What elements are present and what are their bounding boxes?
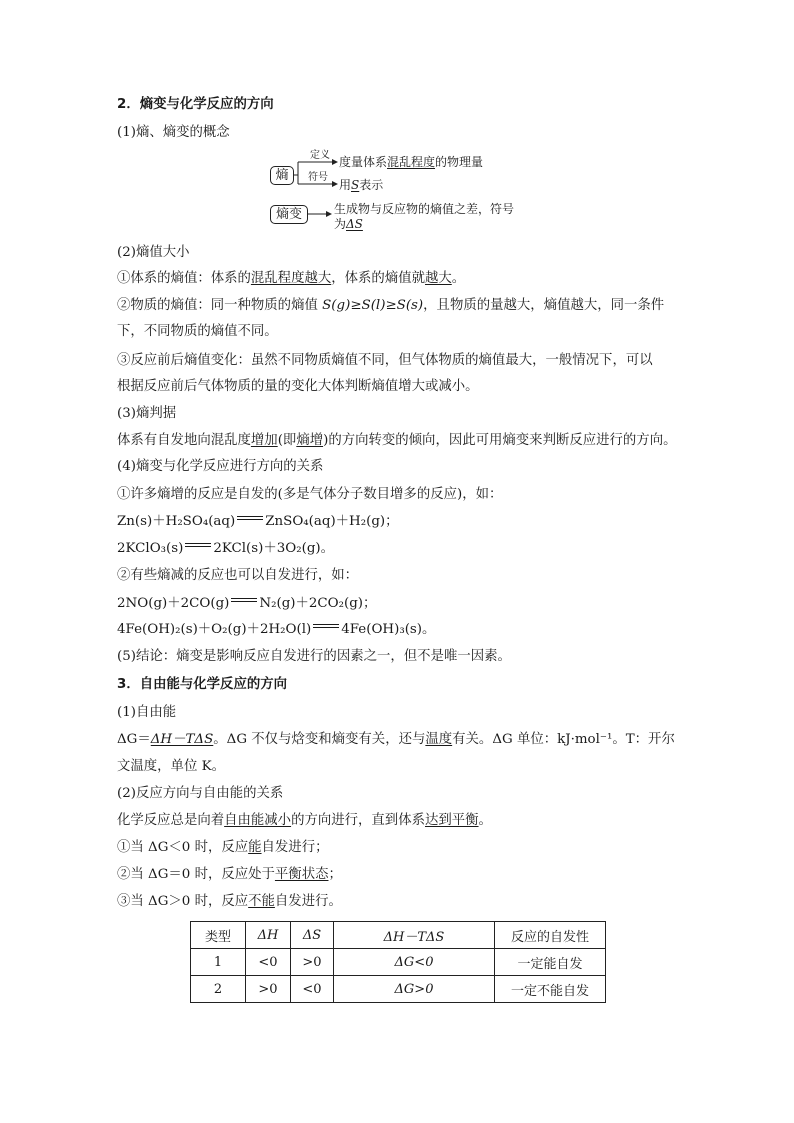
s2-item-1: ①体系的熵值：体系的混乱程度越大，体系的熵值就越大。 (117, 271, 466, 286)
symbol-label: 符号 (308, 172, 328, 183)
table-header-cell: ΔH (246, 922, 291, 949)
s2-point-4: (4)熵变与化学反应进行方向的关系 (117, 459, 324, 474)
s3-item-2: ②当 ΔG＝0 时，反应处于平衡状态； (117, 867, 342, 882)
table-row (191, 976, 606, 1003)
equation-4: 4Fe(OH)₂(s)＋O₂(g)＋2H₂O(l) 4Fe(OH)₃(s)。 (117, 622, 436, 637)
section-3-title: 3．自由能与化学反应的方向 (117, 677, 288, 692)
table-cell: <0 (291, 976, 334, 1003)
s3-point-1: (1)自由能 (117, 705, 177, 720)
table-cell: ΔG>0 (334, 976, 495, 1003)
entropy-change-box: 熵变 (270, 205, 308, 224)
table-cell: <0 (246, 949, 291, 976)
equals-sign (235, 514, 265, 524)
change-text-line2: 为ΔS (334, 217, 363, 231)
equation-3: 2NO(g)＋2CO(g) N₂(g)＋2CO₂(g)； (117, 596, 377, 611)
s2-point-3: (3)熵判据 (117, 406, 177, 421)
table-row (191, 949, 606, 976)
s2-point-5: (5)结论：熵变是影响反应自发进行的因素之一，但不是唯一因素。 (117, 649, 511, 664)
table-header-cell: ΔS (291, 922, 334, 949)
s2-point-4-item-2: ②有些熵减的反应也可以自发进行，如： (117, 568, 359, 583)
symbol-text: 用S表示 (339, 178, 384, 192)
change-text-line1: 生成物与反应物的熵值之差，符号 (334, 202, 515, 216)
s3-line-1: ΔG＝ΔH－TΔS。ΔG 不仅与焓变和熵变有关，还与温度有关。ΔG 单位：kJ·mol⁻¹。T：开尔 (117, 732, 675, 747)
table-cell: >0 (246, 976, 291, 1003)
s3-line-3: 化学反应总是向着自由能减小的方向进行，直到体系达到平衡。 (117, 813, 492, 828)
s2-item-3-cont: 根据反应前后气体物质的量的变化大体判断熵值增大或减小。 (117, 379, 479, 394)
equals-sign (229, 596, 259, 606)
s3-line-2: 文温度，单位 K。 (117, 759, 225, 774)
equals-sign (183, 541, 213, 551)
s2-point-3-text: 体系有自发地向混乱度增加(即熵增)的方向转变的倾向，因此可用熵变来判断反应进行的方向。 (117, 433, 677, 448)
s3-item-1: ①当 ΔG＜0 时，反应能自发进行； (117, 840, 329, 855)
s3-point-2: (2)反应方向与自由能的关系 (117, 786, 284, 801)
s2-point-1: (1)熵、熵变的概念 (117, 125, 230, 140)
table-header-row (191, 922, 606, 949)
section-2-title: 2．熵变与化学反应的方向 (117, 97, 274, 112)
s2-item-2-cont: 下，不同物质的熵值不同。 (117, 324, 278, 339)
table-cell: 一定能自发 (495, 949, 606, 976)
equation-2: 2KClO₃(s) 2KCl(s)＋3O₂(g)。 (117, 541, 335, 556)
table-cell: 一定不能自发 (495, 976, 606, 1003)
s2-item-2: ②物质的熵值：同一种物质的熵值 S(g)≥S(l)≥S(s)，且物质的量越大，熵值越大，同一条件 (117, 298, 665, 313)
spontaneity-table (190, 921, 606, 1003)
s2-point-4-item-1: ①许多熵增的反应是自发的(多是气体分子数目增多的反应)，如： (117, 487, 503, 502)
equals-sign (311, 622, 341, 632)
table-header-cell: ΔH－TΔS (334, 922, 495, 949)
s3-item-3: ③当 ΔG＞0 时，反应不能自发进行。 (117, 894, 342, 909)
definition-label: 定义 (310, 150, 330, 161)
definition-text: 度量体系混乱程度的物理量 (339, 155, 484, 169)
table-cell: >0 (291, 949, 334, 976)
table-cell: 2 (191, 976, 246, 1003)
s2-item-3: ③反应前后熵值变化：虽然不同物质熵值不同，但气体物质的熵值最大，一般情况下，可以 (117, 353, 653, 368)
equation-1: Zn(s)＋H₂SO₄(aq) ZnSO₄(aq)＋H₂(g)； (117, 514, 399, 529)
entropy-box: 熵 (270, 166, 294, 185)
s2-point-2: (2)熵值大小 (117, 245, 190, 260)
entropy-diagram (268, 152, 548, 232)
table-header-cell: 反应的自发性 (495, 922, 606, 949)
table-header-cell: 类型 (191, 922, 246, 949)
table-cell: ΔG<0 (334, 949, 495, 976)
table-cell: 1 (191, 949, 246, 976)
